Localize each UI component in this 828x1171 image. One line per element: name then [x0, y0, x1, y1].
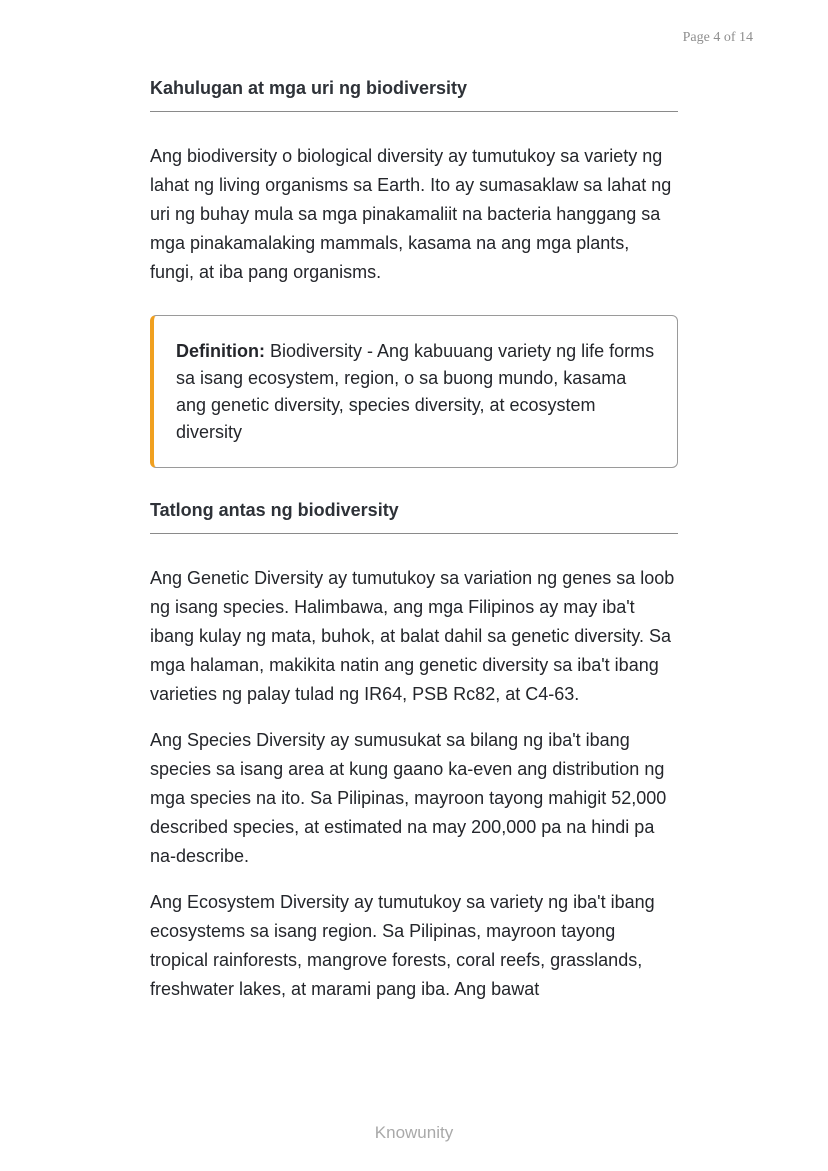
genetic-diversity-paragraph: Ang Genetic Diversity ay tumutukoy sa variation ng genes sa loob ng isang species. Halimbawa, ang mga Filipinos ay may iba't ibang kulay ng mata, buhok, at balat dahil sa genetic diversity. Sa mga halaman, makikita natin ang genetic diversity sa iba't ibang varieties ng palay tulad ng IR64, PSB Rc82, at C4-63. — [150, 568, 675, 704]
definition-label: Definition: — [176, 341, 265, 361]
section-heading-tatlong-antas: Tatlong antas ng biodiversity — [150, 498, 678, 534]
footer-brand: Knowunity — [374, 1123, 454, 1142]
section-heading-kahulugan: Kahulugan at mga uri ng biodiversity — [150, 76, 678, 112]
definition-box — [150, 315, 678, 468]
species-diversity-paragraph: Ang Species Diversity ay sumusukat sa bilang ng iba't ibang species sa isang area at kung gaano ka-even ang distribution ng mga species na ito. Sa Pilipinas, mayroon tayong mahigit 52,000 described species, at estimated na may 200,000 pa na hindi pa na-describe. — [150, 730, 667, 866]
document-body — [150, 76, 678, 1004]
ecosystem-diversity-paragraph: Ang Ecosystem Diversity ay tumutukoy sa variety ng iba't ibang ecosystems sa isang region. Sa Pilipinas, mayroon tayong tropical rainforests, mangrove forests, coral reefs, grasslands, freshwater lakes, at marami pang iba. Ang bawat — [150, 892, 655, 999]
definition-text: Biodiversity - Ang kabuuang variety ng life forms sa isang ecosystem, region, o sa buong mundo, kasama ang genetic diversity, species diversity, at ecosystem diversity — [176, 341, 655, 442]
intro-paragraph: Ang biodiversity o biological diversity ay tumutukoy sa variety ng lahat ng living organisms sa Earth. Ito ay sumasaklaw sa lahat ng uri ng buhay mula sa mga pinakamaliit na bacteria hanggang sa mga pinakamalaking mammals, kasama na ang mga plants, fungi, at iba pang organisms. — [150, 146, 672, 282]
page-indicator: Page 4 of 14 — [682, 30, 753, 45]
